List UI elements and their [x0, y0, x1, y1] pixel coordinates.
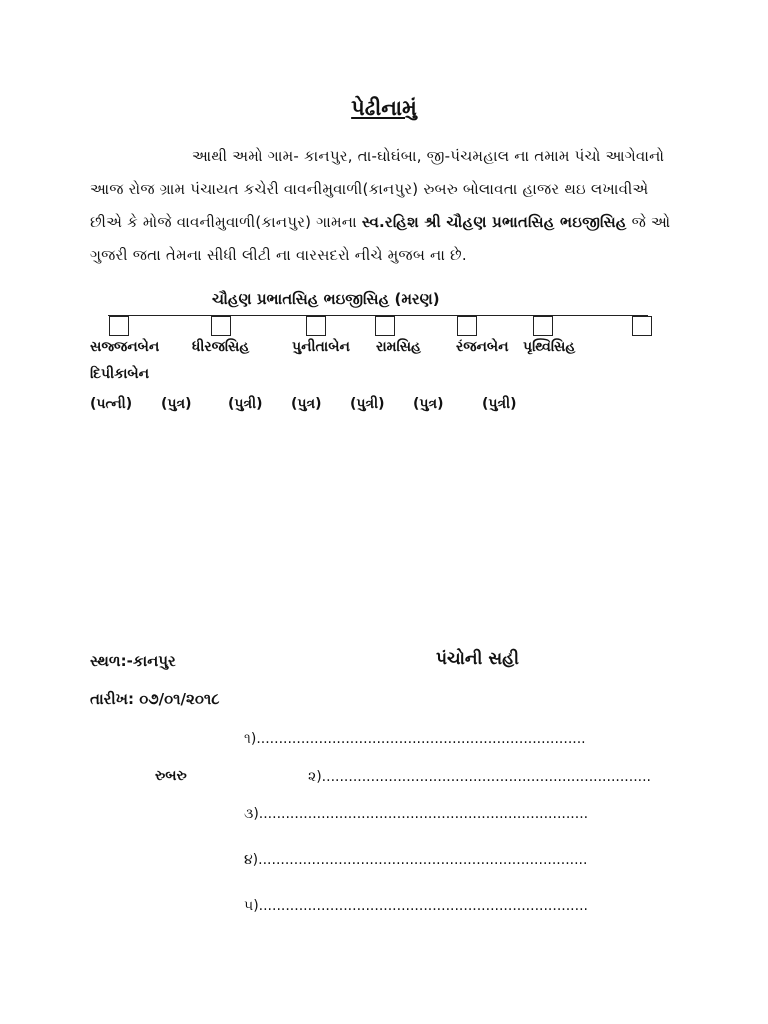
signatures-heading: પંચોની સહી: [436, 649, 520, 669]
tree-node-box: [375, 316, 395, 336]
paragraph-line-1: આથી અમો ગામ- કાનપુર, તા-ઘોઘંબા, જી-પંચમહાલ ના તમામ પંચો આગેવાનો: [192, 147, 665, 165]
document-title: પેઢીનામું: [351, 96, 417, 120]
paragraph-line-2: આજ રોજ ગ્રામ પંચાયત કચેરી વાવનીમુવાળી(કાનપુર) રુબરુ બોલાવતા હાજર થઇ લખાવીએ: [90, 180, 649, 198]
family-tree-head: ચૌહણ પ્રભાતસિહ ભઇજીસિહ (મરણ): [212, 290, 440, 308]
heir-relation: (પુત્રી): [350, 396, 385, 412]
heir-relation: (પુત્રી): [228, 396, 263, 412]
heir-relation: (પત્ની): [90, 396, 133, 412]
tree-node-box: [306, 316, 326, 336]
heir-name: પૃથ્વિસિહ: [523, 339, 576, 355]
paragraph-line-4: ગુજરી જતા તેમના સીધી લીટી ના વારસદરો નીચે મુજબ ના છે.: [90, 246, 467, 264]
heir-name: રંજનબેન: [456, 339, 509, 355]
tree-node-box: [211, 316, 231, 336]
heir-name: દિપીકાબેન: [90, 366, 150, 382]
heir-relation: (પુત્રી): [482, 396, 517, 412]
heir-relation: (પુત્ર): [413, 396, 444, 412]
deceased-name: સ્વ.રહિશ શ્રી ચૌહણ પ્રભાતસિહ ભઇજીસિહ: [361, 213, 627, 231]
paragraph-line-3-end: જે ઓ: [626, 213, 671, 231]
signature-line-5: ૫)..........................................................................: [244, 898, 588, 914]
heir-name: સજ્જનબેન: [90, 339, 160, 355]
paragraph-line-3-start: છીએ કે મોજે વાવનીમુવાળી(કાનપુર) ગામના: [90, 213, 362, 231]
date-label: તારીખ: ૦૭/૦૧/૨૦૧૮: [90, 690, 220, 708]
signature-line-2: ૨)..........................................................................: [308, 769, 651, 785]
witness-label: રુબરુ: [155, 768, 187, 784]
heir-relation: (પુત્ર): [161, 396, 192, 412]
tree-node-box: [109, 316, 129, 336]
heir-name: રામસિહ: [376, 339, 422, 355]
heir-name: ધીરજસિહ: [192, 339, 250, 355]
signature-line-1: ૧)..........................................................................: [244, 731, 586, 747]
heir-relation: (પુત્ર): [291, 396, 322, 412]
paragraph-line-3: [90, 213, 670, 231]
heir-name: પુનીતાબેન: [292, 339, 350, 355]
signature-line-3: ૩)..........................................................................: [244, 806, 589, 822]
tree-node-box: [457, 316, 477, 336]
place-label: સ્થળ:-કાનપુર: [90, 652, 176, 670]
signature-line-4: ૪)..........................................................................: [244, 852, 588, 868]
tree-node-box: [632, 316, 652, 336]
tree-node-box: [533, 316, 553, 336]
